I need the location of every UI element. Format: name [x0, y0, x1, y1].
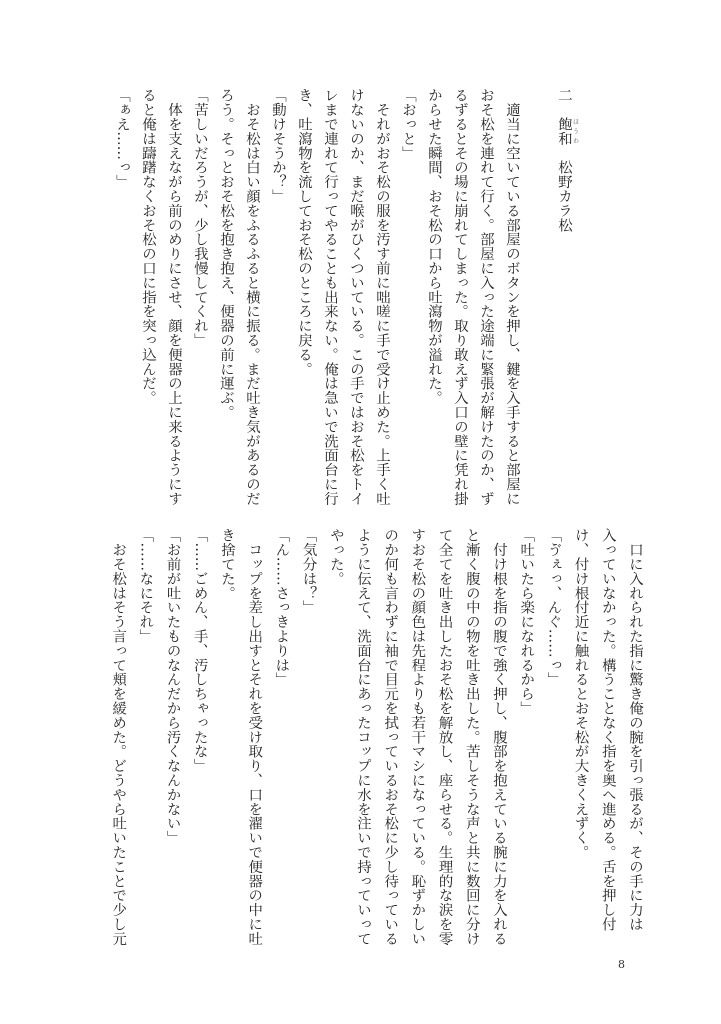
- text-line: て全てを吐き出したおそ松を解放し、座らせる。生理的な涙を零: [436, 528, 453, 946]
- text-line: ると俺は躊躇なくおそ松の口に指を突っ込んだ。: [140, 88, 156, 405]
- text-line: すおそ松の顔色は先程よりも若干マシになっている。恥ずかしい: [409, 528, 426, 946]
- chapter-author: 松野カラ松: [556, 160, 572, 233]
- text-line: おそ松は白い顔をふるふると横に振る。まだ吐き気があるのだ: [244, 88, 260, 506]
- text-line: 「苦しいだろうが、少し我慢してくれ」: [192, 88, 208, 348]
- text-line: 入っていなかった。構うことなく指を奥へ進める。舌を押し付: [599, 528, 616, 932]
- text-line: やった。: [327, 528, 344, 586]
- text-line: 「おっと」: [400, 88, 416, 160]
- text-line: コップを差し出すとそれを受け取り、口を濯いで便器の中に吐: [246, 528, 263, 946]
- bottom-text-block: [104, 528, 648, 946]
- text-line: からせた瞬間、おそ松の口から吐瀉物が溢れた。: [426, 88, 442, 405]
- text-line: ように伝えて、洗面台にあったコップに水を注いで持っていって: [354, 528, 371, 946]
- chapter-heading: [551, 88, 578, 498]
- text-line: 口に入れられた指に驚き俺の腕を引っ張るが、その手に力は: [627, 528, 643, 932]
- chapter-title-ruby: ほうわ: [571, 116, 579, 146]
- text-line: き捨てた。: [218, 528, 235, 600]
- text-line: 適当に空いている部屋のボタンを押し、鍵を入手すると部屋に: [504, 88, 520, 506]
- text-line: け、付け根付近に触れるとおそ松が大きくえずく。: [572, 528, 589, 860]
- text-line: ろう。そっとおそ松を抱き抱え、便器の前に運ぶ。: [218, 88, 234, 420]
- text-line: 付け根を指の腹で強く押し、腹部を抱えている腕に力を入れる: [490, 528, 507, 946]
- page-number: 8: [618, 958, 625, 971]
- text-line: 「ぁえ……っ」: [114, 88, 130, 189]
- text-line: 「……ごめん、手、汚しちゃったな」: [191, 528, 208, 773]
- text-line: 「……なにそれ」: [137, 528, 154, 644]
- text-line: 「吐いたら楽になれるから」: [518, 528, 535, 716]
- text-line: おそ松を連れて行く。部屋に入った途端に緊張が解けたのか、ず: [478, 88, 494, 506]
- text-line: 「ゔぇっ、んぐ……っ」: [545, 528, 562, 687]
- text-line: 「お前が吐いたものなんだから汚くなんかない」: [164, 528, 181, 845]
- text-line: [525, 88, 551, 498]
- text-line: 体を支えながら前のめりにさせ、顔を便器の上に来るようにす: [166, 88, 182, 506]
- text-line: のか何も言わずに袖で目元を拭っているおそ松に少し待っている: [382, 528, 399, 946]
- text-line: き、吐瀉物を流しておそ松のところに戻る。: [296, 88, 312, 376]
- chapter-title: 飽和 ほうわ: [556, 116, 579, 146]
- text-line: と漸く腹の中の物を吐き出した。苦しそうな声と共に数回に分け: [463, 528, 480, 946]
- text-line: 「気分は？」: [300, 528, 317, 615]
- text-line: レまで連れて行ってやることも出来ない。俺は急いで洗面台に行: [322, 88, 338, 506]
- text-line: それがおそ松の服を汚す前に咄嗟に手で受け止めた。上手く吐: [374, 88, 390, 506]
- top-text-block: [109, 88, 579, 506]
- chapter-number: 二: [556, 88, 572, 103]
- text-line: おそ松はそう言って頬を緩めた。どうやら吐いたことで少し元: [110, 528, 127, 946]
- text-line: けないのか、まだ喉がひくついている。この手ではおそ松をトイ: [348, 88, 364, 506]
- text-line: 「ん……さっきよりは」: [273, 528, 290, 687]
- text-line: 「動けそうか？」: [270, 88, 286, 204]
- text-line: るずるとその場に崩れてしまった。取り敢えず入口の壁に凭れ掛: [452, 88, 468, 506]
